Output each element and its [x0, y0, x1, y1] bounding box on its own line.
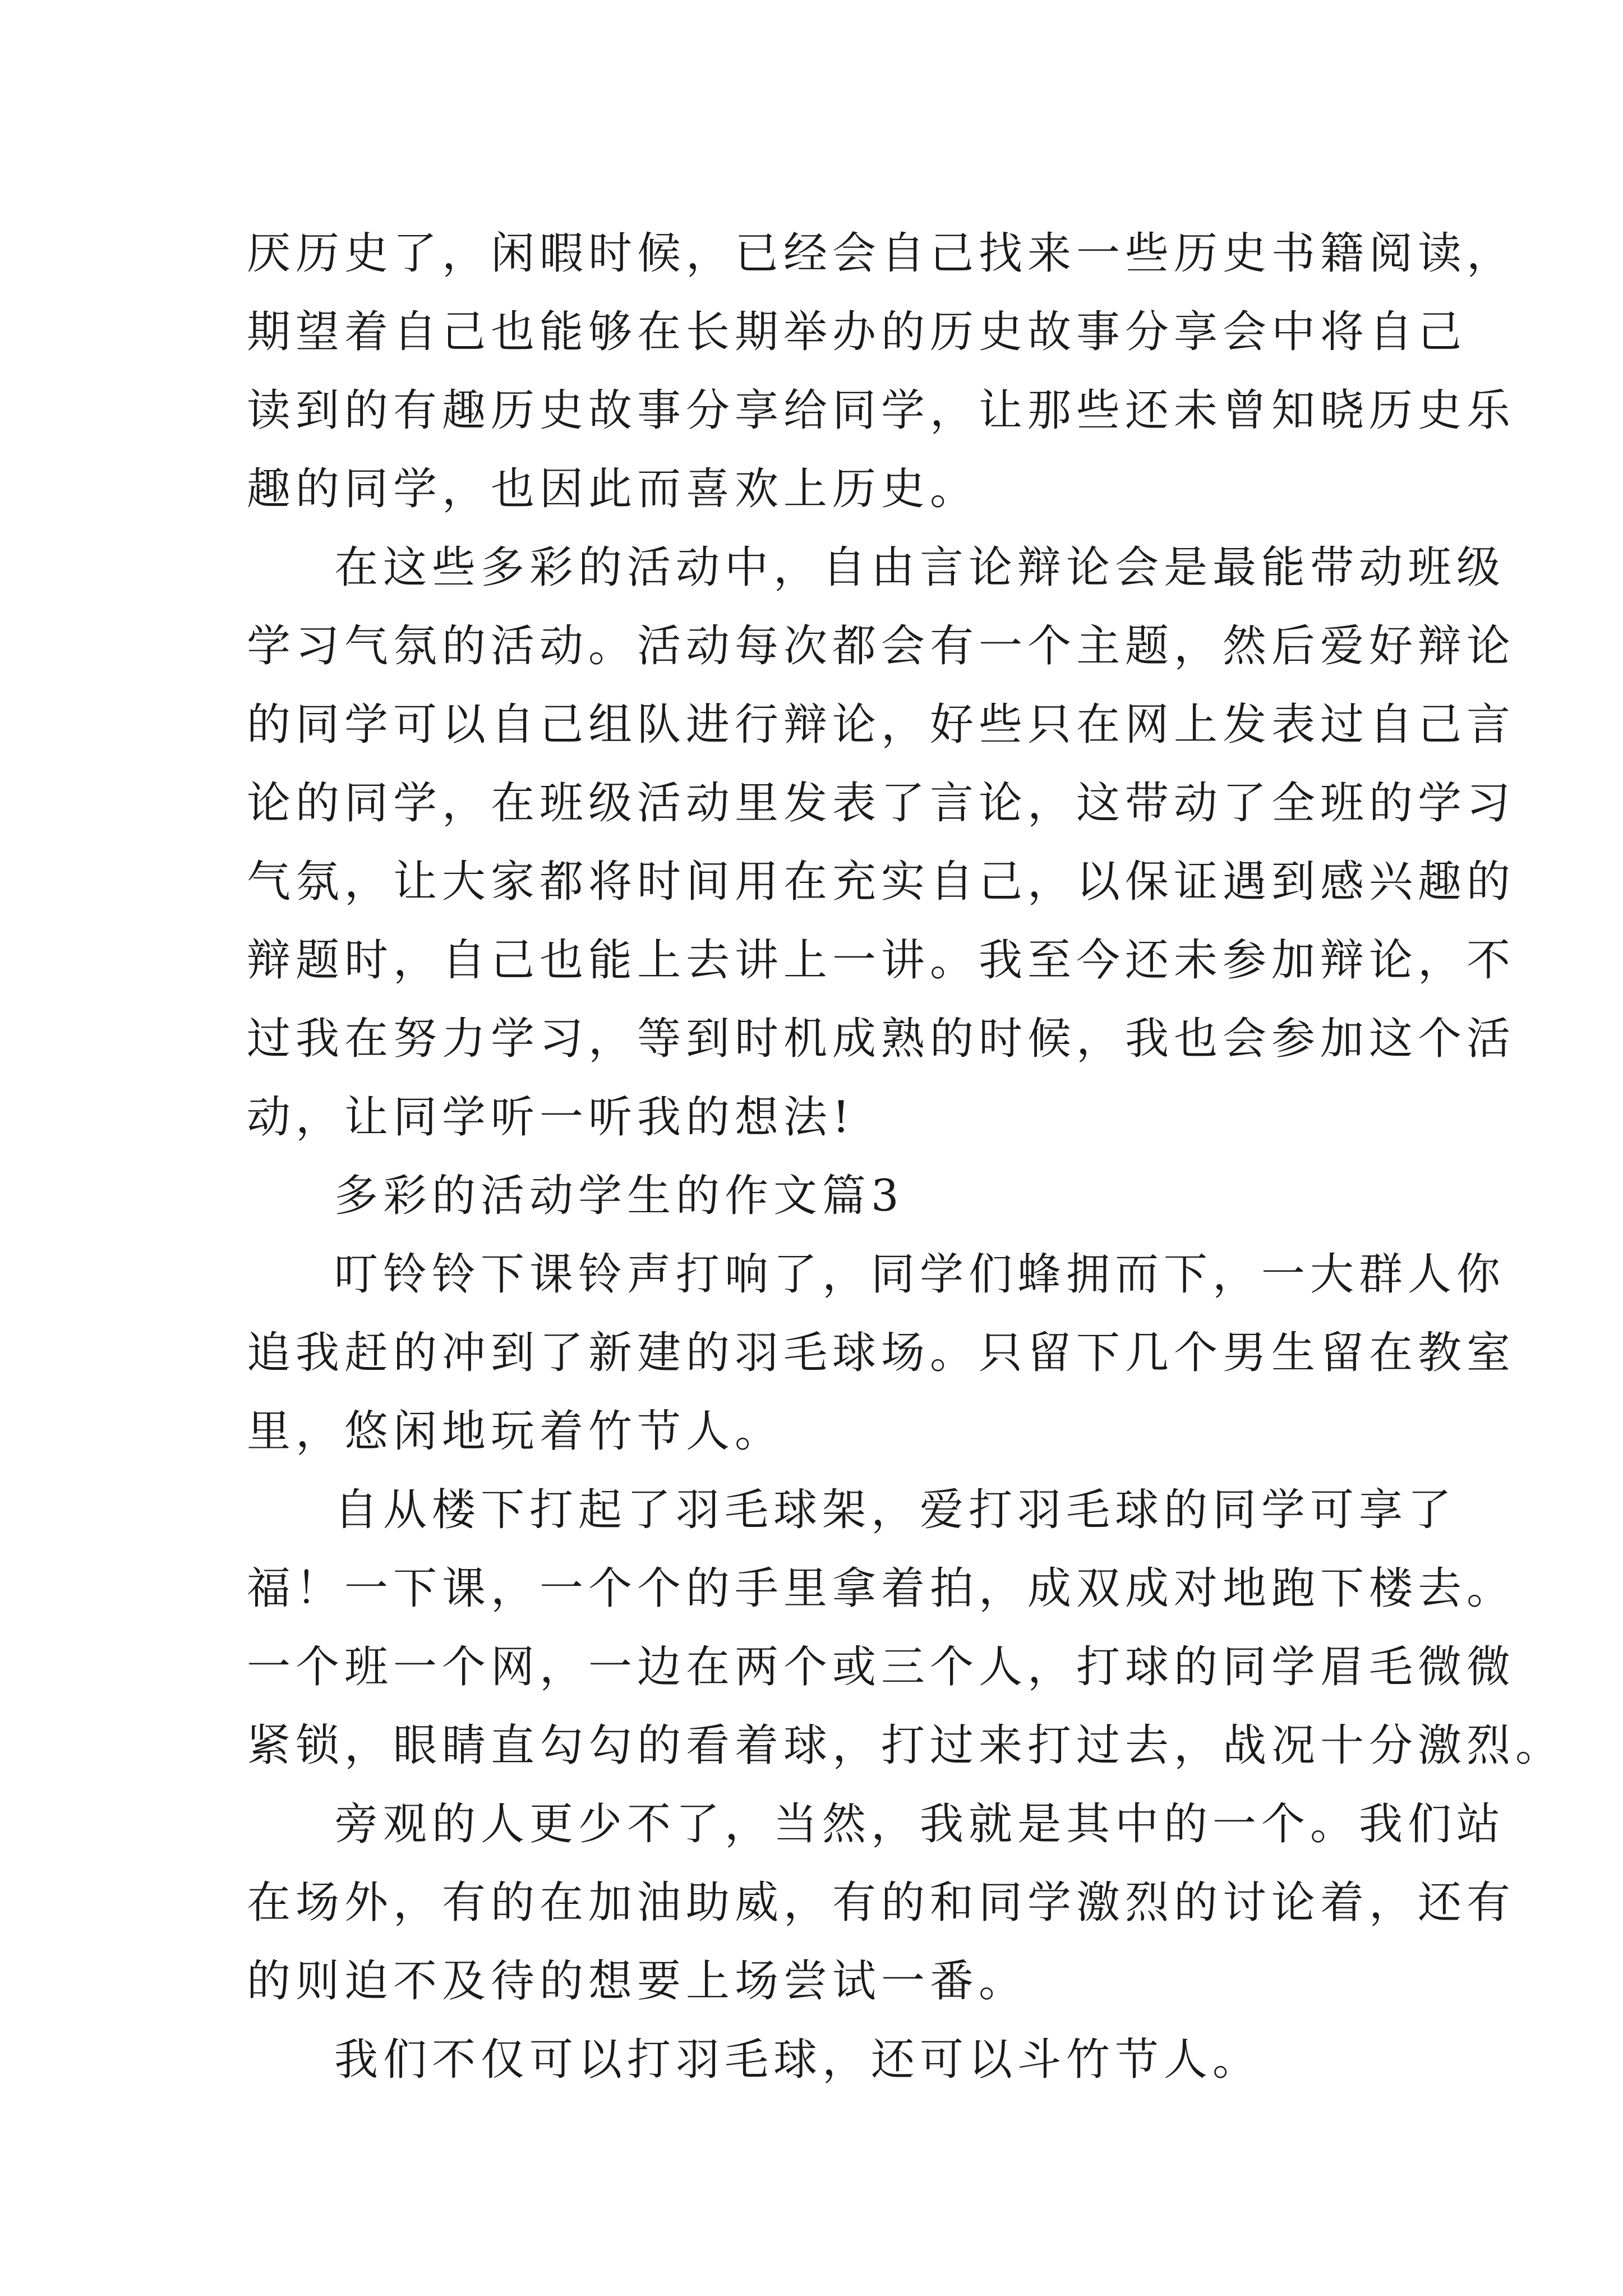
- text-line: 紧锁，眼睛直勾勾的看着球，打过来打过去，战况十分激烈。: [247, 1720, 1565, 1771]
- text-line: 论的同学，在班级活动里发表了言论，这带动了全班的学习: [247, 778, 1516, 829]
- text-line: 读到的有趣历史故事分享给同学，让那些还未曾知晓历史乐: [247, 385, 1516, 436]
- text-line: 学习气氛的活动。活动每次都会有一个主题，然后爱好辩论: [247, 621, 1516, 671]
- text-line: 气氛，让大家都将时间用在充实自己，以保证遇到感兴趣的: [247, 857, 1516, 907]
- text-line: 一个班一个网，一边在两个或三个人，打球的同学眉毛微微: [247, 1642, 1516, 1692]
- text-line: 的同学可以自己组队进行辩论，好些只在网上发表过自己言: [247, 700, 1516, 750]
- text-line: 动，让同学听一听我的想法!: [247, 1092, 855, 1143]
- text-line: 里，悠闲地玩着竹节人。: [247, 1406, 784, 1457]
- text-line: 厌历史了，闲暇时候，已经会自己找来一些历史书籍阅读，: [247, 228, 1516, 279]
- text-line: 在这些多彩的活动中，自由言论辩论会是最能带动班级: [334, 542, 1506, 593]
- text-line: 的则迫不及待的想要上场尝试一番。: [247, 1956, 1028, 2007]
- text-line: 自从楼下打起了羽毛球架，爱打羽毛球的同学可享了: [334, 1485, 1457, 1535]
- text-line: 叮铃铃下课铃声打响了，同学们蜂拥而下，一大群人你: [334, 1249, 1506, 1300]
- text-line: 福！一下课，一个个的手里拿着拍，成双成对地跑下楼去。: [247, 1563, 1516, 1614]
- text-line: 追我赶的冲到了新建的羽毛球场。只留下几个男生留在教室: [247, 1328, 1516, 1378]
- body-text: [247, 214, 1565, 2099]
- text-line: 过我在努力学习，等到时机成熟的时候，我也会参加这个活: [247, 1014, 1516, 1064]
- text-line: 辩题时，自己也能上去讲上一讲。我至今还未参加辩论，不: [247, 935, 1516, 986]
- section-heading: 多彩的活动学生的作文篇3: [334, 1171, 904, 1221]
- text-line: 旁观的人更少不了，当然，我就是其中的一个。我们站: [334, 1799, 1506, 1849]
- text-line: 在场外，有的在加油助威，有的和同学激烈的讨论着，还有: [247, 1878, 1516, 1928]
- text-line: 趣的同学，也因此而喜欢上历史。: [247, 464, 979, 514]
- text-line: 期望着自己也能够在长期举办的历史故事分享会中将自己: [247, 307, 1467, 357]
- text-line: 我们不仅可以打羽毛球，还可以斗竹节人。: [334, 2035, 1262, 2085]
